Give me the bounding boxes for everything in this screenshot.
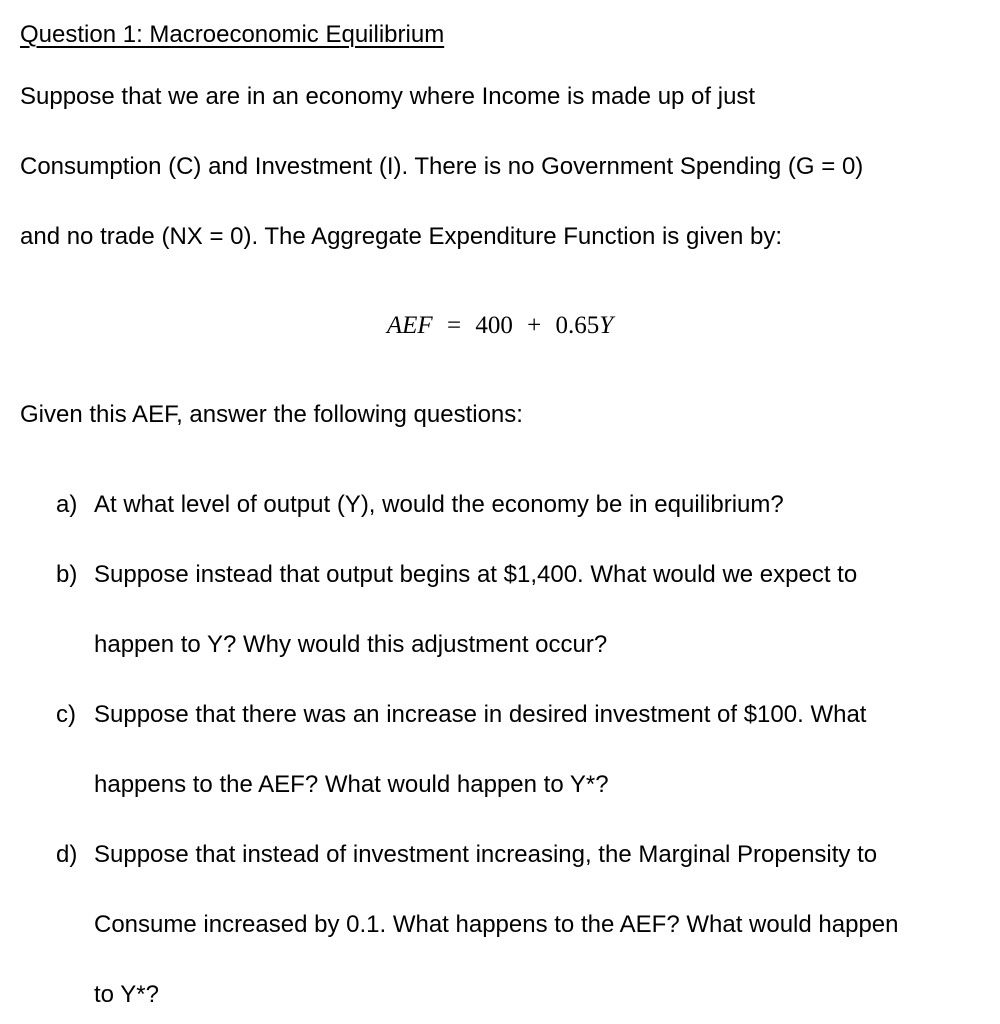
question-line: to Y*?: [94, 981, 159, 1008]
question-line: Suppose that there was an increase in desired investment of $100. What: [94, 701, 867, 728]
equation-plus: +: [527, 312, 542, 339]
questions-prompt: Given this AEF, answer the following questions:: [20, 401, 523, 428]
question-line: Suppose that instead of investment increasing, the Marginal Propensity to: [94, 841, 878, 868]
equation-equals: =: [446, 312, 462, 339]
intro-line-2: Consumption (C) and Investment (I). There is no Government Spending (G = 0): [20, 153, 864, 180]
question-label: d): [56, 841, 78, 868]
intro-line-3: and no trade (NX = 0). The Aggregate Expenditure Function is given by:: [20, 223, 783, 250]
equation-coefficient: 0.65: [555, 312, 600, 339]
question-line: happen to Y? Why would this adjustment occur?: [94, 631, 608, 658]
question-label: a): [56, 491, 78, 518]
equation-variable: Y: [599, 312, 614, 339]
question-label: b): [56, 561, 78, 588]
question-line: Suppose instead that output begins at $1,400. What would we expect to: [94, 561, 858, 588]
question-line: Consume increased by 0.1. What happens to the AEF? What would happen: [94, 911, 899, 938]
equation-constant: 400: [475, 312, 513, 339]
question-line: At what level of output (Y), would the economy be in equilibrium?: [94, 491, 784, 518]
question-label: c): [56, 701, 76, 728]
question-heading: Question 1: Macroeconomic Equilibrium: [20, 21, 445, 48]
intro-line-1: Suppose that we are in an economy where Income is made up of just: [20, 83, 756, 110]
aef-equation: [0, 311, 1000, 341]
equation-lhs: AEF: [386, 312, 433, 339]
question-line: happens to the AEF? What would happen to Y*?: [94, 771, 609, 798]
